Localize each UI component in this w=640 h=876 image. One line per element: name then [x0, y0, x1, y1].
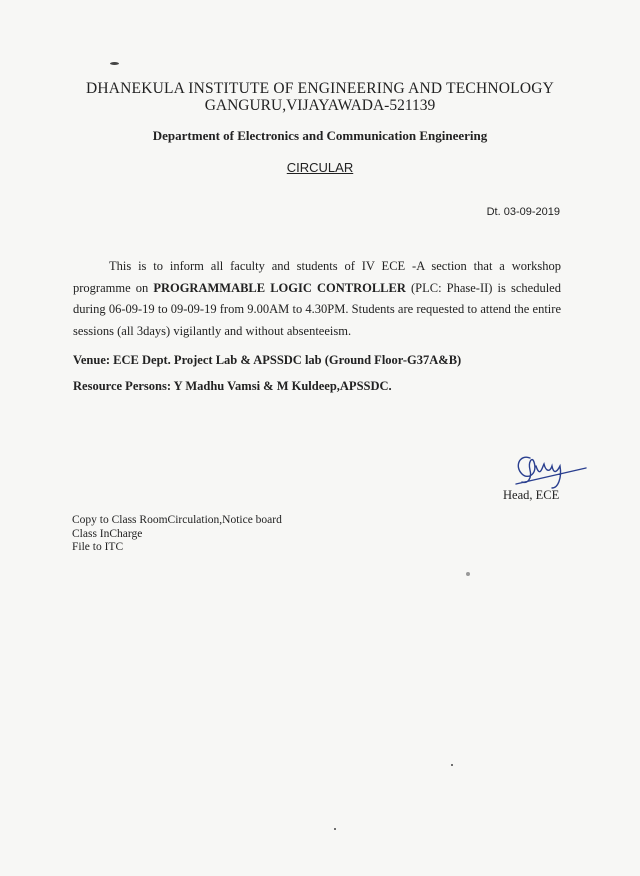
- body-text-part1: This is to inform all faculty and students of IV ECE -A section that a workshop programme on: [73, 259, 561, 295]
- scan-speck: [334, 828, 336, 830]
- resource-persons-line: Resource Persons: Y Madhu Vamsi & M Kuldeep,APSSDC.: [73, 379, 392, 393]
- venue-line: Venue: ECE Dept. Project Lab & APSSDC lab (Ground Floor-G37A&B): [73, 353, 462, 367]
- scan-speck: [466, 572, 470, 576]
- copy-to-item: Class InCharge: [72, 527, 143, 540]
- signatory-title: Head, ECE: [503, 488, 560, 502]
- department-name: Department of Electronics and Communication Engineering: [152, 128, 488, 143]
- scan-speck: [110, 62, 119, 65]
- scan-speck: [451, 764, 453, 766]
- body-text-part2: (PLC: Phase-II) is scheduled during 06-09-19 to 09-09-19 from 9.00AM to 4.30PM. Students are requested to attend the entire sessions (all 3days) vigilantly and without absenteeism.: [73, 280, 561, 338]
- copy-to-list: [72, 514, 282, 555]
- signature-image: [508, 448, 588, 492]
- document-title: [0, 160, 640, 175]
- circular-body: [73, 256, 561, 342]
- copy-to-item: Copy to Class RoomCirculation,Notice board: [72, 514, 282, 526]
- circular-heading: CIRCULAR: [286, 160, 354, 175]
- institute-address: GANGURU,VIJAYAWADA-521139: [204, 97, 436, 114]
- copy-to-item: File to ITC: [72, 541, 124, 553]
- institute-name: DHANEKULA INSTITUTE OF ENGINEERING AND TECHNOLOGY: [85, 80, 554, 97]
- workshop-title: PROGRAMMABLE LOGIC CONTROLLER: [153, 280, 406, 295]
- circular-date: Dt. 03-09-2019: [486, 206, 560, 218]
